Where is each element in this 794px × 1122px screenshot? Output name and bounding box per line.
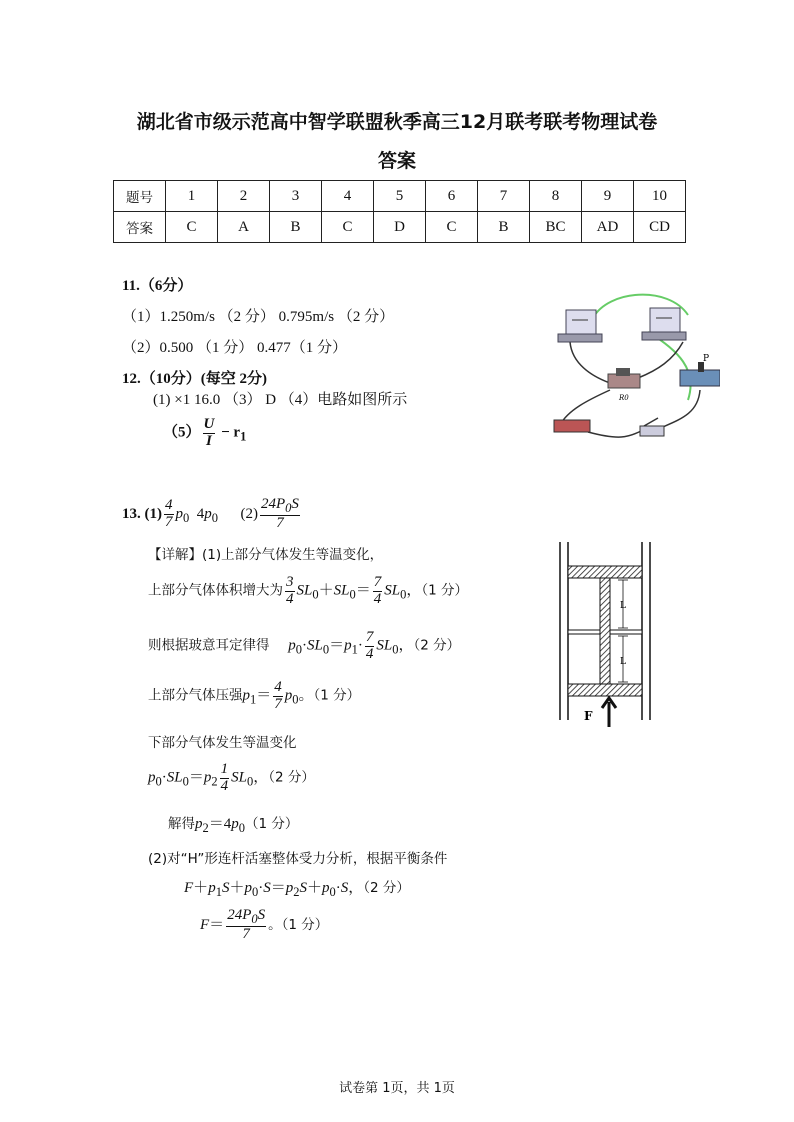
switch-icon — [640, 418, 664, 436]
force-label: F — [584, 709, 593, 723]
table-cell: B — [270, 212, 322, 243]
table-cell: CD — [634, 212, 686, 243]
q12-heading: 12.（10分）(每空 2分) — [122, 371, 267, 387]
q12-suffix: − r — [217, 424, 241, 441]
table-cell: 7 — [478, 181, 530, 212]
length-label-lower: L — [620, 657, 626, 667]
table-answer-label: 答案 — [114, 212, 166, 243]
connecting-rod — [600, 578, 610, 684]
table-cell: 8 — [530, 181, 582, 212]
q13-volume-line: 上部分气体体积增大为 $\frac{3}{4}$ $SL_0+SL_0=$ $\frac{7}{4}$ $SL_0$，（1 分） — [148, 574, 468, 607]
q11-line1: （1）1.250m/s （2 分） 0.795m/s （2 分） — [122, 309, 395, 325]
page-footer: 试卷第 1页，共 1页 — [339, 1081, 455, 1096]
q12-line2: （5） $\frac{U}{I}$ − $r_1$ — [163, 416, 247, 449]
table-cell: 4 — [322, 181, 374, 212]
r0-label: R0 — [619, 394, 629, 402]
force-arrow-icon — [602, 698, 616, 727]
table-cell: 1 — [166, 181, 218, 212]
slider-p-label: P — [703, 354, 710, 364]
q11-heading: 11.（6分） — [122, 278, 193, 294]
q13-force-eq: $F+p_1S+p_0\cdot S=p_2S+p_0\cdot S$，（2 分） — [184, 880, 410, 899]
resistor-r0-icon — [608, 368, 640, 388]
ammeter-icon — [642, 308, 686, 340]
length-label-upper: L — [620, 601, 626, 611]
table-cell: 9 — [582, 181, 634, 212]
q13-detail-intro: 【详解】(1)上部分气体发生等温变化， — [148, 547, 384, 563]
cylinder-diagram — [556, 542, 656, 727]
table-cell: C — [426, 212, 478, 243]
answer-table — [113, 180, 686, 243]
table-cell: C — [166, 212, 218, 243]
table-cell: BC — [530, 212, 582, 243]
table-row-numbers — [114, 181, 686, 212]
table-cell: 5 — [374, 181, 426, 212]
upper-piston — [568, 566, 642, 578]
page-subtitle: 答案 — [377, 150, 416, 172]
table-cell: 2 — [218, 181, 270, 212]
table-cell: AD — [582, 212, 634, 243]
circuit-diagram — [548, 290, 720, 450]
table-cell: C — [322, 212, 374, 243]
lower-piston — [568, 684, 642, 696]
table-row-answers — [114, 212, 686, 243]
table-header-label: 题号 — [114, 181, 166, 212]
q12-fraction: $\frac{U}{I}$ — [203, 416, 215, 449]
table-cell: B — [478, 212, 530, 243]
q12-prefix: （5） — [163, 424, 201, 441]
page-title: 湖北省市级示范高中智学联盟秋季高三12月联考联考物理试卷 — [136, 111, 658, 133]
q13-force-result: F＝ $\frac{24P_0S}{7}$ 。（1 分） — [200, 907, 329, 943]
q11-line2: （2）0.500 （1 分） 0.477（1 分） — [122, 340, 348, 356]
table-cell: A — [218, 212, 270, 243]
q13-part2: (2)对“H”形连杆活塞整体受力分析，根据平衡条件 — [148, 851, 448, 867]
table-cell: 6 — [426, 181, 478, 212]
q12-line1: (1) ×1 16.0 （3） D （4）电路如图所示 — [153, 392, 408, 408]
table-cell: 10 — [634, 181, 686, 212]
q13-boyle-line: 则根据玻意耳定律得 $p_0\cdot SL_0=p_1\cdot$ $\frac{7}{4}$ $SL_0$，（2 分） — [148, 629, 461, 662]
q13-solve-line: 解得$p_2=4p_0(1$ 分） — [168, 816, 299, 835]
q13-heading: 13. (1) $\frac{4}{7}$ $p_0$ $4p_0$ (2) $\frac{24P_0S}{7}$ — [122, 496, 299, 532]
voltmeter-icon — [558, 310, 602, 342]
q13-lower-eq: $p_0\cdot SL_0=p_2$ $\frac{1}{4}$ $SL_0$，（2 分） — [148, 761, 315, 794]
table-cell: 3 — [270, 181, 322, 212]
q13-p1-line: 上部分气体压强$p_1=$ $\frac{4}{7}$ $p_0$。（1 分） — [148, 679, 361, 712]
table-cell: D — [374, 212, 426, 243]
battery-icon — [554, 420, 590, 432]
q13-lower-line: 下部分气体发生等温变化 — [148, 735, 297, 751]
